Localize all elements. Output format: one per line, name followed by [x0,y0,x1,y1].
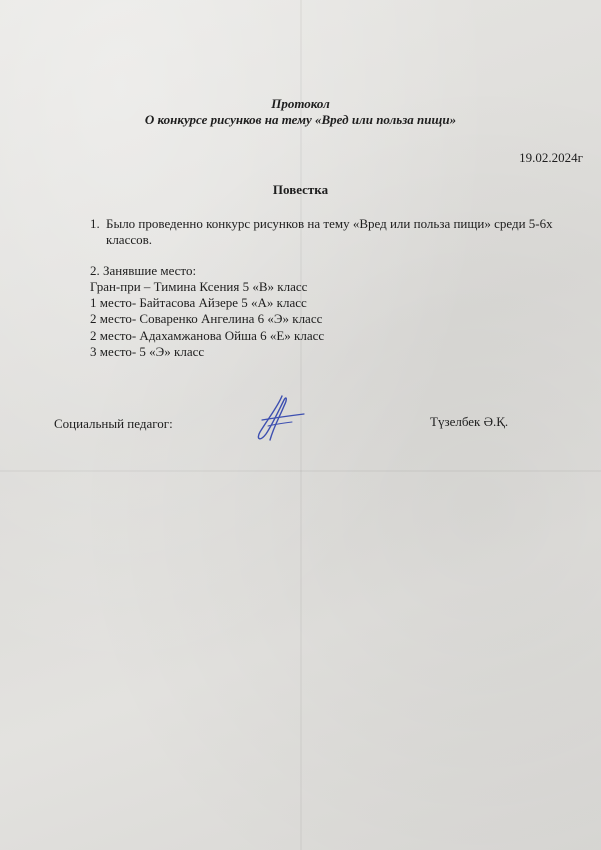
agenda-title: Повестка [272,182,329,197]
signatory-name: Түзелбек Ә.Қ. [430,414,509,429]
winner-line: Гран-при – Тимина Ксения 5 «В» класс [90,279,308,294]
protocol-header [0,96,601,128]
winners-list [90,279,324,360]
handwritten-signature [248,392,308,446]
winner-line: 2 место- Соваренко Ангелина 6 «Э» класс [90,311,323,327]
agenda-item-1-text: Было проведенно конкурс рисунков на тему «Вред или польза пищи» среди 5-6х классов. [106,216,553,247]
agenda-item-1-number: 1. [90,216,100,231]
protocol-date: 19.02.2024г [519,150,583,165]
winner-line: 2 место- Адахамжанова Ойша 6 «Е» класс [90,327,325,343]
protocol-subtitle: О конкурсе рисунков на тему «Вред или польза пищи» [144,112,457,127]
agenda-item-1 [90,216,560,248]
agenda-item-2-label: 2. Занявшие место: [90,263,197,278]
protocol-title: Протокол [271,96,330,111]
signatory-role: Социальный педагог: [54,416,173,431]
winner-line: 3 место- 5 «Э» класс [90,343,205,359]
winner-line: 1 место- Байтасова Айзере 5 «А» класс [90,295,307,311]
